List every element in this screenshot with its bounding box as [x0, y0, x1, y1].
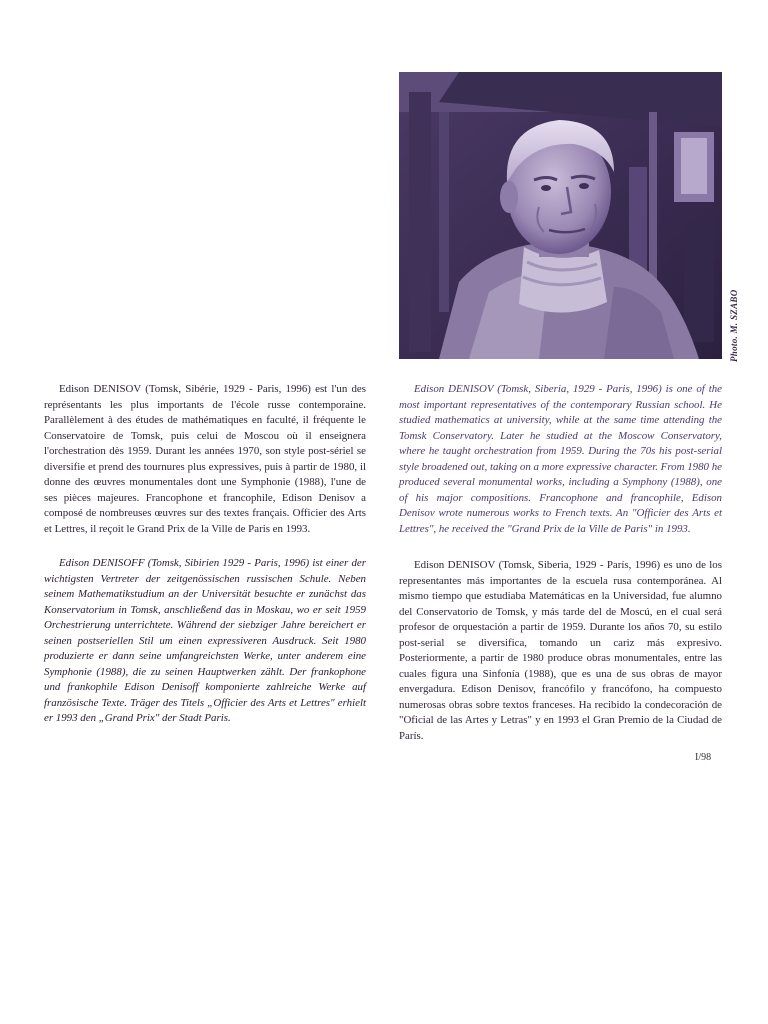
portrait-photo-image	[399, 72, 722, 359]
biography-english: Edison DENISOV (Tomsk, Siberia, 1929 - Paris, 1996) is one of the most important representatives of the contemporary Russian school. He studied mathematics at university, while at the same time attending the Tomsk Conservatory. Later he studied at the Moscow Conservatory, where he taught orchestration from 1959. During the 70s his post-serial style broadened out, taking on a more expressive character. From 1980 he produced several monumental works, including a Symphony (1988), one of his major compositions. Francophone and francophile, Edison Denisov wrote numerous works to French texts. An "Officier des Arts et Lettres", he received the "Grand Prix de la Ville de Paris" in 1993.	[399, 383, 722, 535]
biography-french: Edison DENISOV (Tomsk, Sibérie, 1929 - Paris, 1996) est l'un des représentants les plus importants de l'école russe contemporaine. Parallèlement à des études de mathématiques en faculté, il fréquente le Conservatoire de Tomsk, puis celui de Moscou où il enseignera l'orchestration dès 1959. Durant les années 1970, son style post-sériel se diversifie et prend des tournures plus expressives, puis à partir de 1980, il donne des œuvres monumentales dont une Symphonie (1988), l'une de ses pièces majeures. Francophone et francophile, Edison Denisov a composé de nombreuses œuvres sur des textes français. Officier des Arts et Lettres, il reçoit le Grand Prix de la Ville de Paris en 1993.	[44, 383, 366, 535]
biography-german: Edison DENISOFF (Tomsk, Sibirien 1929 - Paris, 1996) ist einer der wichtigsten Vertreter der zeitgenössischen russischen Schule. Neben seinem Mathematikstudium an der Universität besuchte er zunächst das Konservatorium in Tomsk, anschließend das in Moskau, wo er seit 1959 Orchestrierung unterrichtete. Während der siebziger Jahre bereichert er seinen postseriellen Stil um einen expressiveren Ausdruck. Seit 1980 produzierte er dann seine umfangreichsten Werke, unter anderem eine Symphonie (1988), die zu seinen Hauptwerken zählt. Der frankophone und frankophile Edison Denisoff komponierte zahlreiche Werke auf französische Texte. Träger des Titels „Officier des Arts et Lettres" erhielt er 1993 den „Grand Prix" der Stadt Paris.	[44, 557, 366, 724]
portrait-photo	[399, 72, 722, 359]
biography-spanish: Edison DENISOV (Tomsk, Siberia, 1929 - París, 1996) es uno de los representantes más importantes de la escuela rusa contemporánea. Al mismo tiempo que estudiaba Matemáticas en la Universidad, fue alumno del Conservatorio de Tomsk, y más tarde del de Moscú, en el cual será profesor de orquestación a partir de 1959. Durante los años 70, su estilo post-serial se diversifica, tomando un cariz más expresivo. Posteriormente, a partir de 1980 produce obras monumentales, entre las cuales figura una Sinfonía (1988), que es una de sus obras de mayor envergadura. Edison Denisov, francófilo y francófono, ha compuesto numerosas obras sobre textos franceses. Ha recibido la condecoración de "Oficial de las Artes y Letras" y en 1993 el Gran Premio de la Ciudad de París.	[399, 559, 722, 742]
page-number: I/98	[695, 752, 712, 763]
photo-credit: Photo. M. SZABO	[729, 289, 739, 362]
